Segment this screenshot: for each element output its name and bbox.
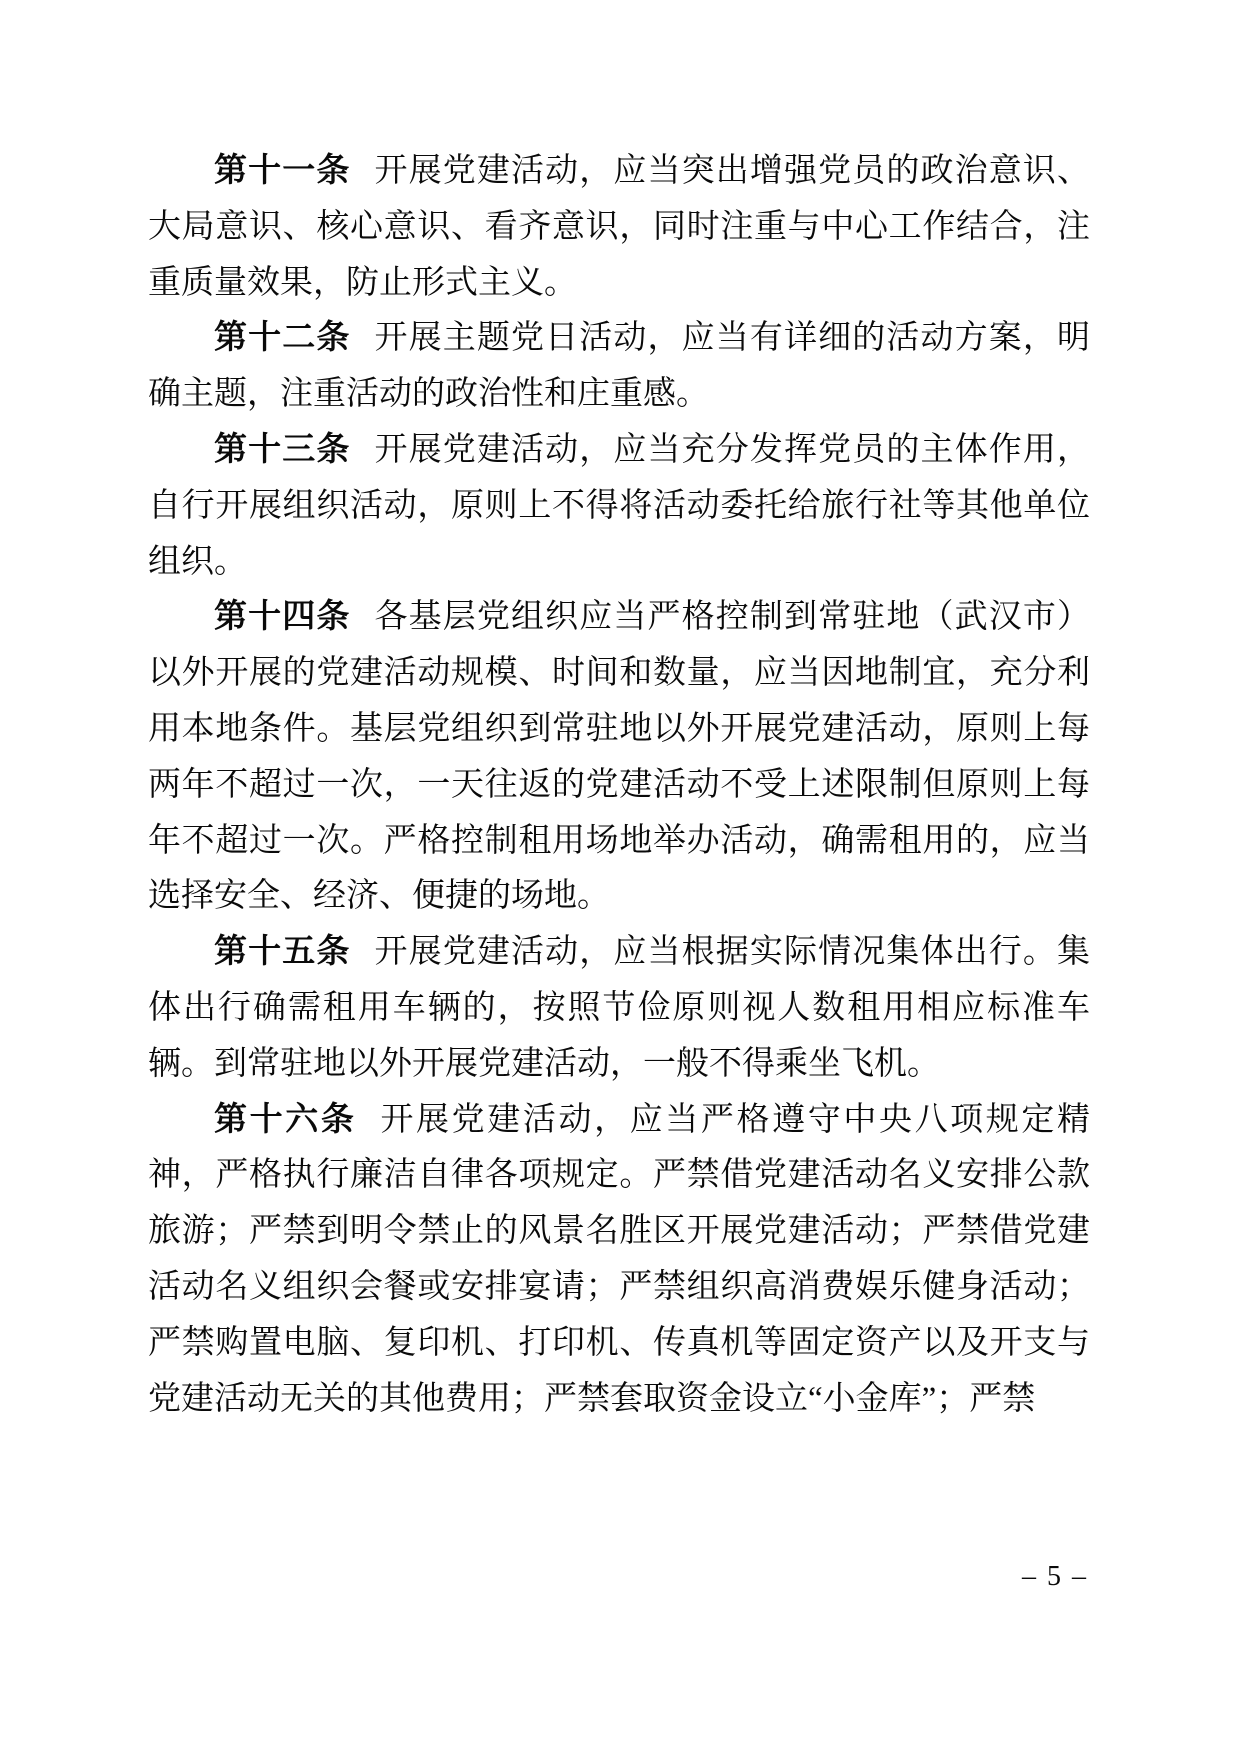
text-line	[148, 311, 1090, 367]
text-line: 体出行确需租用车辆的，按照节俭原则视人数租用相应标准车	[148, 989, 1090, 1026]
article-number: 第十三条	[214, 431, 351, 468]
text-line: 活动名义组织会餐或安排宴请；严禁组织高消费娱乐健身活动；	[148, 1268, 1090, 1305]
text-line: 确主题，注重活动的政治性和庄重感。	[148, 376, 709, 413]
text-line: 用本地条件。基层党组织到常驻地以外开展党建活动，原则上每	[148, 710, 1090, 747]
article-number: 第十五条	[214, 934, 351, 971]
document-page-body	[148, 144, 1090, 1427]
text-line	[148, 144, 1090, 200]
text-line: 年不超过一次。严格控制租用场地举办活动，确需租用的，应当	[148, 822, 1090, 859]
article-number: 第十六条	[214, 1101, 357, 1138]
article-number: 第十一条	[214, 153, 351, 189]
text-line: 辆。到常驻地以外开展党建活动，一般不得乘坐飞机。	[148, 1045, 940, 1082]
article-first-line-text: 开展党建活动，应当根据实际情况集体出行。集	[374, 934, 1090, 971]
article-number: 第十二条	[214, 320, 351, 357]
article-first-line-text: 各基层党组织应当严格控制到常驻地（武汉市）	[374, 599, 1090, 636]
text-line: 党建活动无关的其他费用；严禁套取资金设立“小金库”；严禁	[148, 1380, 1036, 1417]
text-line: 两年不超过一次，一天往返的党建活动不受上述限制但原则上每	[148, 766, 1090, 803]
article-number: 第十四条	[214, 599, 351, 636]
page-number: – 5 –	[1022, 1561, 1088, 1592]
article-first-line-text: 开展党建活动，应当突出增强党员的政治意识、	[374, 153, 1090, 189]
text-line: 旅游；严禁到明令禁止的风景名胜区开展党建活动；严禁借党建	[148, 1213, 1090, 1250]
text-line: 大局意识、核心意识、看齐意识，同时注重与中心工作结合，注	[148, 208, 1090, 245]
text-line: 以外开展的党建活动规模、时间和数量，应当因地制宜，充分利	[148, 655, 1090, 692]
text-line	[148, 423, 1090, 479]
article-first-line-text: 开展党建活动，应当充分发挥党员的主体作用，	[374, 431, 1090, 468]
text-line	[148, 925, 1090, 981]
text-line	[148, 1093, 1090, 1149]
text-line	[148, 590, 1090, 646]
text-line: 神，严格执行廉洁自律各项规定。严禁借党建活动名义安排公款	[148, 1157, 1090, 1194]
article-first-line-text: 开展党建活动，应当严格遵守中央八项规定精	[380, 1101, 1091, 1138]
text-line: 重质量效果，防止形式主义。	[148, 264, 577, 301]
text-line: 自行开展组织活动，原则上不得将活动委托给旅行社等其他单位	[148, 487, 1090, 524]
article-first-line-text: 开展主题党日活动，应当有详细的活动方案，明	[374, 320, 1090, 357]
text-line: 严禁购置电脑、复印机、打印机、传真机等固定资产以及开支与	[148, 1324, 1090, 1361]
text-line: 组织。	[148, 543, 247, 580]
text-line: 选择安全、经济、便捷的场地。	[148, 878, 610, 915]
